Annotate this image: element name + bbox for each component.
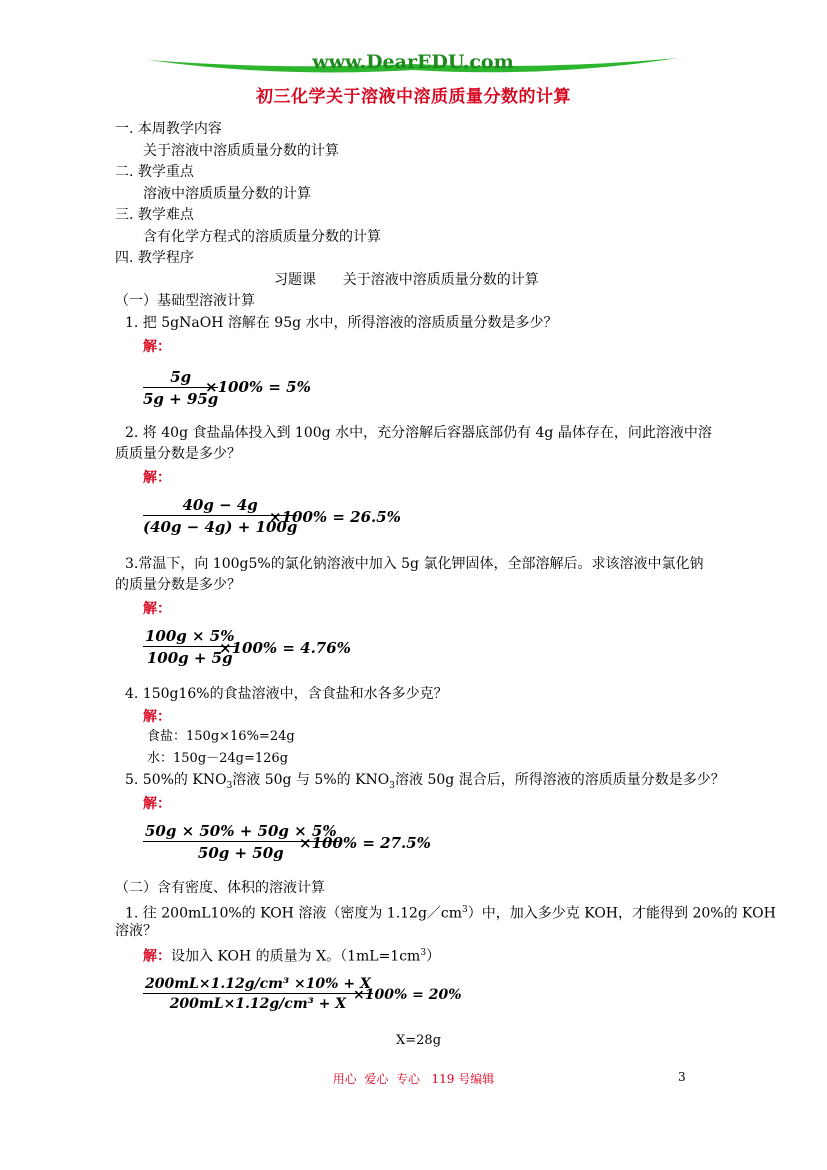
question-3-line-1: 3.常温下，向 100g5%的氯化钠溶液中加入 5g 氯化钾固体，全部溶解后。求该溶液中氯化钠 xyxy=(125,556,704,572)
equation-result: ×100% = 20% xyxy=(353,987,462,1003)
section-3-heading: 三. 教学难点 xyxy=(115,207,194,223)
equation-denominator: (40g − 4g) + 100g xyxy=(143,518,298,536)
equation-result: ×100% = 27.5% xyxy=(299,834,431,852)
part-2-answer-1: 解：设加入 KOH 的质量为 X。$(1mL=1cm^3)$ xyxy=(143,948,441,965)
page-number: 3 xyxy=(678,1070,686,1084)
answer-4-water: 水：150g－24g=126g xyxy=(147,751,289,766)
part-2-heading: （二）含有密度、体积的溶液计算 xyxy=(115,880,325,896)
answer-label: 解： xyxy=(143,709,171,725)
equation-denominator: 50g + 50g xyxy=(197,844,284,862)
equation-result: ×100% = 26.5% xyxy=(269,508,401,526)
document-title: 初三化学关于溶液中溶质质量分数的计算 xyxy=(256,87,571,107)
answer-label: 解： xyxy=(143,470,171,486)
section-1-heading: 一. 本周教学内容 xyxy=(115,121,222,137)
answer-label: 解： xyxy=(143,601,171,617)
section-2-body: 溶液中溶质质量分数的计算 xyxy=(143,186,311,202)
section-1-body: 关于溶液中溶质质量分数的计算 xyxy=(143,143,339,159)
equation-denominator: 5g + 95g xyxy=(143,390,219,408)
equation-denominator: 200mL×1.12g/cm³ + X xyxy=(169,996,347,1012)
question-2-line-2: 质质量分数是多少？ xyxy=(115,446,241,462)
equation-numerator: 50g × 50% + 50g × 5% xyxy=(145,822,337,840)
question-1: 1. 把 5gNaOH 溶解在 95g 水中，所得溶液的溶质质量分数是多少？ xyxy=(125,315,558,331)
lesson-title: 习题课 关于溶液中溶质质量分数的计算 xyxy=(274,272,539,288)
equation-numerator: 5g xyxy=(143,368,218,388)
equation-result: ×100% = 4.76% xyxy=(219,639,351,657)
section-3-body: 含有化学方程式的溶质质量分数的计算 xyxy=(143,229,381,245)
part-1-heading: （一）基础型溶液计算 xyxy=(115,293,255,309)
site-name[interactable]: www.DearEDU.com xyxy=(312,51,514,73)
part-2-result: X=28g xyxy=(396,1033,442,1048)
question-4: 4. 150g16%的食盐溶液中，含食盐和水各多少克？ xyxy=(125,686,448,702)
equation-numerator: 200mL×1.12g/cm³ ×10% + X xyxy=(145,976,371,992)
footer-slogan: 用心 爱心 专心 119 号编辑 xyxy=(332,1072,495,1086)
question-5: 5. 50%的 $KNO_3$溶液 50g 与 5%的 $KNO_3$溶液 50g 混合后，所得溶液的溶质质量分数是多少？ xyxy=(125,772,725,791)
section-4-heading: 四. 教学程序 xyxy=(115,250,194,266)
answer-label: 解： xyxy=(143,796,171,812)
answer-4-salt: 食盐：150g×16%=24g xyxy=(147,729,295,744)
question-3-line-2: 的质量分数是多少？ xyxy=(115,577,241,593)
equation-numerator: 100g × 5% xyxy=(145,627,235,645)
equation-numerator: 40g − 4g xyxy=(143,496,297,516)
part-2-question-1-line-2: 溶液？ xyxy=(115,923,157,939)
equation-denominator: 100g + 5g xyxy=(146,649,233,667)
part-2-question-1-line-1: 1. 往 200mL10%的 KOH 溶液（密度为 $1.12g/cm^3$）中，加入多少克 KOH，才能得到 20%的 KOH xyxy=(125,905,776,922)
question-2-line-1: 2. 将 40g 食盐晶体投入到 100g 水中，充分溶解后容器底部仍有 4g 晶体存在，问此溶液中溶 xyxy=(125,425,712,441)
equation-result: ×100% = 5% xyxy=(205,378,311,396)
section-2-heading: 二. 教学重点 xyxy=(115,164,194,180)
answer-label: 解： xyxy=(143,339,171,355)
site-banner xyxy=(148,48,678,82)
